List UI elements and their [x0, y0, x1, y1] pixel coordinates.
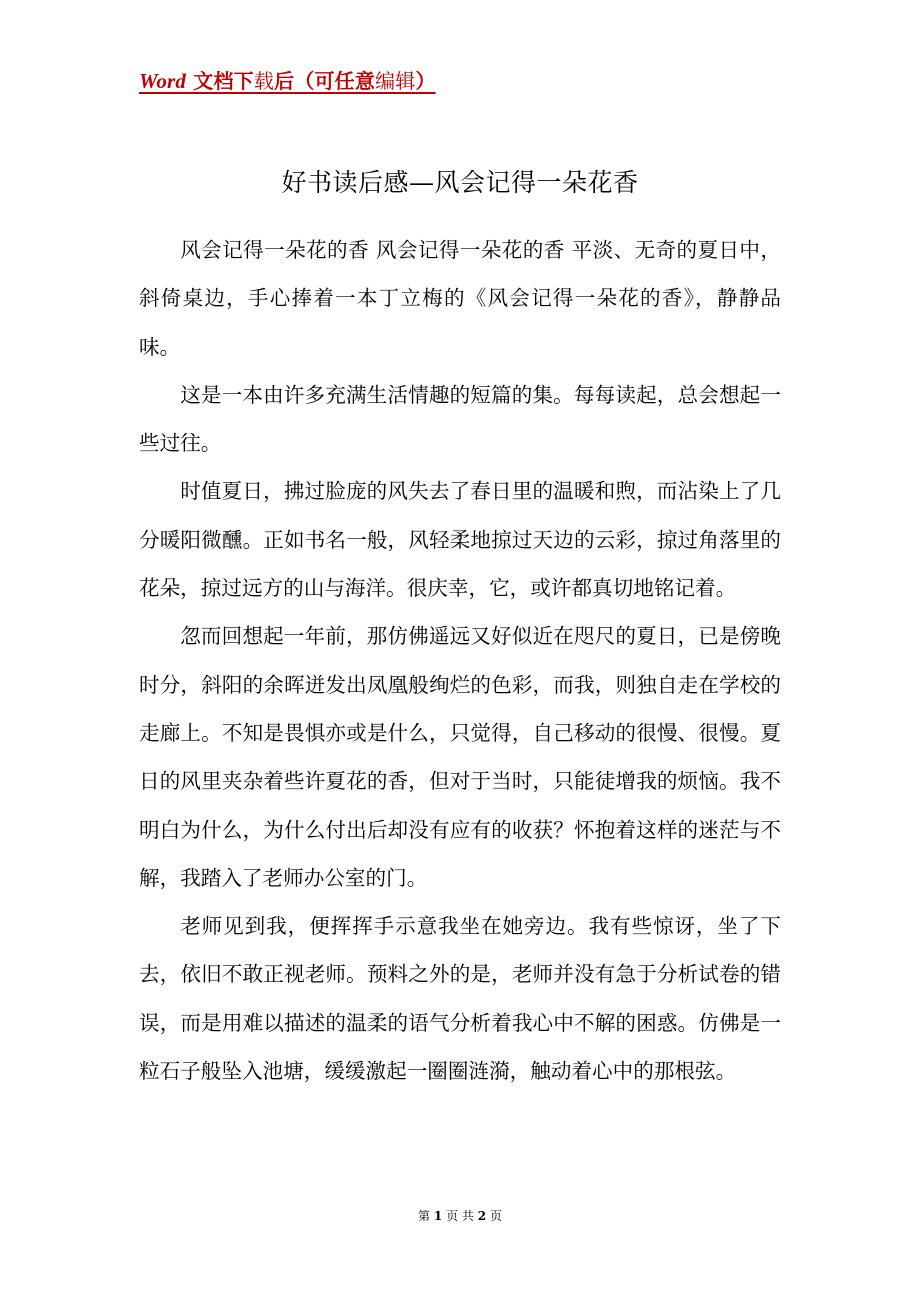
footer-current-page: 1 [433, 1209, 443, 1223]
footer-gong: 共 [461, 1209, 474, 1223]
header-text-part3: 后（可任意 [274, 69, 376, 93]
footer-ye: 页 [446, 1209, 459, 1223]
document-body [139, 226, 781, 1095]
paragraph: 忽而回想起一年前，那仿佛遥远又好似近在咫尺的夏日，已是傍晚时分，斜阳的余晖迸发出凤凰般绚烂的色彩，而我，则独自走在学校的走廊上。不知是畏惧亦或是什么，只觉得，自己移动的很慢、很慢。夏日的风里夹杂着些许夏花的香，但对于当时，只能徒增我的烦恼。我不明白为什么，为什么付出后却没有应有的收获？怀抱着这样的迷茫与不解，我踏入了老师办公室的门。 [139, 624, 781, 890]
footer-total-pages: 2 [477, 1209, 487, 1223]
paragraph: 风会记得一朵花的香 风会记得一朵花的香 平淡、无奇的夏日中，斜倚桌边，手心捧着一本丁立梅的《风会记得一朵花的香》，静静品味。 [139, 238, 781, 359]
header-text-part1: 文档下 [186, 69, 254, 93]
header-word-label: Word [139, 69, 187, 93]
document-title: 好书读后感—风会记得一朵花香 [281, 167, 639, 197]
page-footer [0, 1206, 920, 1226]
footer-ye-end: 页 [489, 1209, 502, 1223]
footer-di: 第 [418, 1209, 431, 1223]
header-text-part5: ） [415, 69, 436, 93]
header-text-part2: 载 [253, 69, 275, 93]
paragraph: 时值夏日，拂过脸庞的风失去了春日里的温暖和煦，而沾染上了几分暖阳微醺。正如书名一般，风轻柔地掠过天边的云彩，掠过角落里的花朵，掠过远方的山与海洋。很庆幸，它，或许都真切地铭记着。 [139, 479, 781, 601]
header-download-link[interactable] [139, 66, 436, 96]
paragraph: 老师见到我，便挥挥手示意我坐在她旁边。我有些惊讶，坐了下去，依旧不敢正视老师。预料之外的是，老师并没有急于分析试卷的错误，而是用难以描述的温柔的语气分析着我心中不解的困惑。仿佛是一粒石子般坠入池塘，缓缓激起一圈圈涟漪，触动着心中的那根弦。 [139, 914, 781, 1084]
header-text-part4: 编辑 [375, 69, 416, 93]
paragraph: 这是一本由许多充满生活情趣的短篇的集。每每读起，总会想起一些过往。 [139, 382, 781, 456]
